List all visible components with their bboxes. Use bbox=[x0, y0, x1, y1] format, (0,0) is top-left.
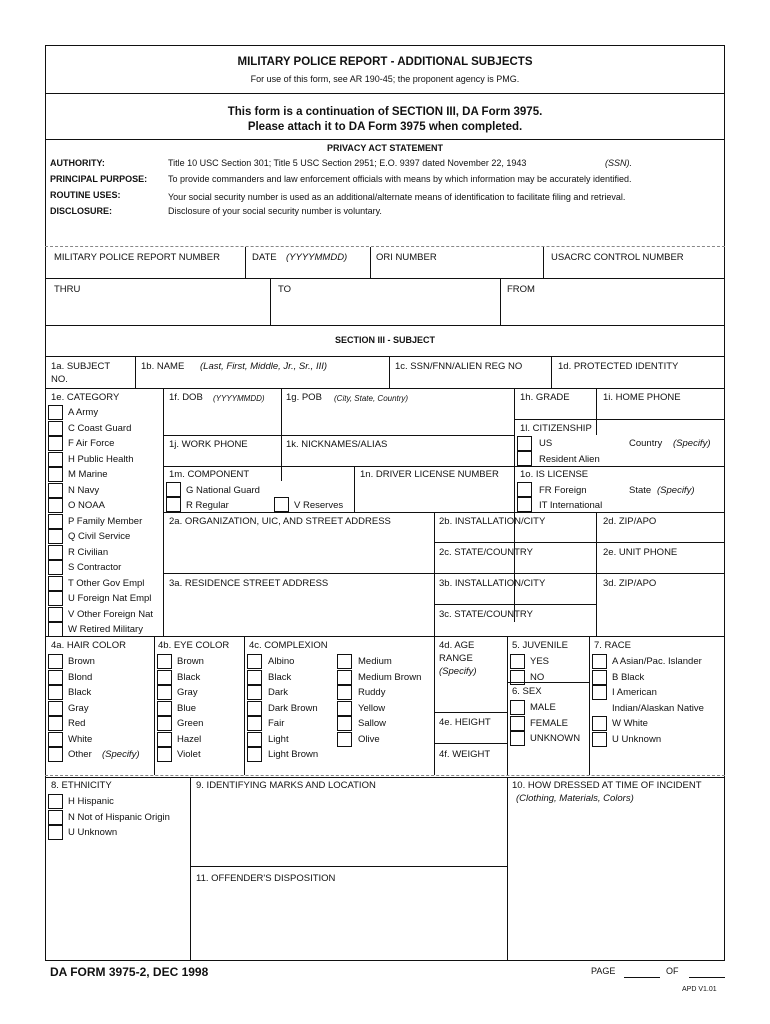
how-dressed-label: 10. HOW DRESSED AT TIME OF INCIDENT bbox=[512, 780, 702, 791]
eye-color-option-label: Green bbox=[177, 718, 204, 729]
sex-option-checkbox[interactable] bbox=[510, 700, 525, 715]
citizenship-alien-checkbox[interactable] bbox=[517, 451, 532, 466]
eye-color-option-label: Hazel bbox=[177, 733, 202, 745]
purpose-text: To provide commanders and law enforcement officials with means by which information may be accurately identified. bbox=[168, 174, 632, 184]
zip-apo-2d-label: 2d. ZIP/APO bbox=[603, 516, 657, 527]
eye-color-option-label: Brown bbox=[177, 656, 204, 667]
license-state-label: State bbox=[629, 485, 652, 496]
citizenship-us-label: US bbox=[539, 438, 553, 449]
citizenship-us-checkbox[interactable] bbox=[517, 436, 532, 451]
juvenile-option-label: NO bbox=[530, 671, 545, 683]
age-label: 4d. AGE bbox=[439, 640, 475, 651]
divider bbox=[45, 139, 725, 140]
mp-report-number-label: MILITARY POLICE REPORT NUMBER bbox=[54, 252, 220, 263]
complexion-option-checkbox[interactable] bbox=[337, 716, 352, 731]
divider bbox=[45, 325, 725, 326]
complexion-option-label: Sallow bbox=[358, 718, 386, 729]
of-label: OF bbox=[666, 966, 679, 976]
to-field[interactable] bbox=[271, 279, 500, 325]
ethnicity-label: 8. ETHNICITY bbox=[51, 780, 112, 791]
eye-color-option-checkbox[interactable] bbox=[157, 716, 172, 731]
juvenile-label: 5. JUVENILE bbox=[512, 640, 568, 651]
eye-color-option-checkbox[interactable] bbox=[157, 685, 172, 700]
complexion-option-label: Light bbox=[268, 733, 289, 745]
sex-option-label: FEMALE bbox=[530, 717, 569, 729]
thru-label: THRU bbox=[54, 284, 81, 295]
complexion-option-checkbox[interactable] bbox=[247, 701, 262, 716]
complexion-option-checkbox[interactable] bbox=[247, 732, 262, 747]
subject-number-no-label: NO. bbox=[51, 374, 68, 385]
category-option-checkbox[interactable] bbox=[48, 498, 63, 513]
eye-color-label: 4b. EYE COLOR bbox=[158, 640, 230, 651]
divider bbox=[507, 636, 508, 775]
from-label: FROM bbox=[507, 284, 535, 295]
ethnicity-option-checkbox[interactable] bbox=[48, 810, 63, 825]
component-label: 1m. COMPONENT bbox=[169, 469, 250, 480]
complexion-option-checkbox[interactable] bbox=[337, 701, 352, 716]
grade-label: 1h. GRADE bbox=[520, 392, 570, 403]
routine-label: ROUTINE USES: bbox=[50, 190, 121, 200]
race-option-checkbox[interactable] bbox=[592, 716, 607, 731]
category-option-label: V Other Foreign Nat bbox=[68, 608, 154, 620]
how-dressed-hint: (Clothing, Materials, Colors) bbox=[516, 793, 634, 804]
eye-color-option-checkbox[interactable] bbox=[157, 701, 172, 716]
category-option-checkbox[interactable] bbox=[48, 607, 63, 622]
age-range-label: RANGE bbox=[439, 653, 473, 664]
age-range-field[interactable] bbox=[435, 637, 507, 712]
category-option-label: T Other Gov Empl bbox=[68, 577, 145, 589]
form-id: DA FORM 3975-2, DEC 1998 bbox=[50, 965, 209, 979]
category-option-label: A Army bbox=[68, 407, 99, 418]
how-dressed-field[interactable] bbox=[508, 778, 724, 960]
license-issue-label: 1o. IS LICENSE bbox=[520, 469, 589, 480]
complexion-option-label: Black bbox=[268, 671, 292, 683]
organization-address-label: 2a. ORGANIZATION, UIC, AND STREET ADDRESS bbox=[169, 516, 391, 527]
complexion-option-label: Yellow bbox=[358, 702, 386, 714]
race-option-label: W White bbox=[612, 718, 648, 729]
identifying-marks-label: 9. IDENTIFYING MARKS AND LOCATION bbox=[196, 780, 376, 791]
complexion-option-checkbox[interactable] bbox=[337, 685, 352, 700]
category-option-label: Q Civil Service bbox=[68, 531, 131, 542]
complexion-option-checkbox[interactable] bbox=[247, 670, 262, 685]
component-reserves-checkbox[interactable] bbox=[274, 497, 289, 512]
driver-license-label: 1n. DRIVER LICENSE NUMBER bbox=[360, 469, 499, 480]
hair-color-option-label: Gray bbox=[68, 702, 89, 714]
weight-label: 4f. WEIGHT bbox=[439, 749, 491, 760]
authority-label: AUTHORITY: bbox=[50, 158, 105, 168]
category-option-label: M Marine bbox=[68, 469, 108, 480]
component-guard-label: G National Guard bbox=[186, 485, 260, 496]
divider bbox=[45, 93, 725, 94]
component-regular-label: R Regular bbox=[186, 500, 229, 511]
category-option-label: P Family Member bbox=[68, 515, 143, 527]
date-format-hint: (YYYYMMDD) bbox=[286, 252, 348, 263]
continuation-line-1: This form is a continuation of SECTION III, DA Form 3975. bbox=[227, 106, 543, 118]
dashed-divider bbox=[45, 775, 725, 776]
age-hint: (Specify) bbox=[439, 666, 477, 677]
section-iii-heading: SECTION III - SUBJECT bbox=[334, 335, 435, 345]
privacy-heading: PRIVACY ACT STATEMENT bbox=[326, 143, 443, 153]
version-label: APD V1.01 bbox=[682, 986, 717, 993]
hair-color-option-checkbox[interactable] bbox=[48, 732, 63, 747]
sex-option-checkbox[interactable] bbox=[510, 731, 525, 746]
purpose-label: PRINCIPAL PURPOSE: bbox=[50, 174, 148, 184]
category-option-label: H Public Health bbox=[68, 453, 134, 465]
ethnicity-option-label: H Hispanic bbox=[68, 796, 114, 807]
nicknames-label: 1k. NICKNAMES/ALIAS bbox=[286, 439, 388, 450]
category-option-checkbox[interactable] bbox=[48, 436, 63, 451]
eye-color-option-checkbox[interactable] bbox=[157, 670, 172, 685]
citizenship-label: 1l. CITIZENSHIP bbox=[520, 423, 592, 434]
page-total-field[interactable] bbox=[689, 977, 725, 978]
eye-color-option-label: Black bbox=[177, 671, 201, 683]
complexion-option-checkbox[interactable] bbox=[337, 670, 352, 685]
offender-disposition-label: 11. OFFENDER'S DISPOSITION bbox=[196, 873, 336, 884]
complexion-option-label: Medium bbox=[358, 656, 392, 667]
name-label: 1b. NAME bbox=[141, 361, 185, 372]
hair-color-option-checkbox[interactable] bbox=[48, 670, 63, 685]
eye-color-option-label: Blue bbox=[177, 702, 197, 714]
juvenile-option-checkbox[interactable] bbox=[510, 654, 525, 669]
category-option-label: R Civilian bbox=[68, 546, 109, 558]
sex-label: 6. SEX bbox=[512, 686, 542, 697]
home-phone-label: 1i. HOME PHONE bbox=[603, 392, 681, 403]
category-option-checkbox[interactable] bbox=[48, 452, 63, 467]
disclosure-text: Disclosure of your social security number is voluntary. bbox=[168, 206, 382, 216]
race-option-checkbox[interactable] bbox=[592, 654, 607, 669]
name-hint: (Last, First, Middle, Jr., Sr., III) bbox=[200, 361, 328, 372]
work-phone-label: 1j. WORK PHONE bbox=[169, 439, 248, 450]
complexion-option-checkbox[interactable] bbox=[337, 654, 352, 669]
component-guard-checkbox[interactable] bbox=[166, 482, 181, 497]
authority-text: Title 10 USC Section 301; Title 5 USC Section 2951; E.O. 9397 dated November 22, 1943 bbox=[168, 158, 527, 168]
authority-ssn: (SSN). bbox=[605, 158, 632, 168]
category-option-checkbox[interactable] bbox=[48, 529, 63, 544]
category-option-checkbox[interactable] bbox=[48, 467, 63, 482]
protected-identity-label: 1d. PROTECTED IDENTITY bbox=[558, 361, 679, 372]
ethnicity-option-checkbox[interactable] bbox=[48, 825, 63, 840]
ori-number-label: ORI NUMBER bbox=[376, 252, 437, 263]
complexion-option-checkbox[interactable] bbox=[337, 732, 352, 747]
category-option-checkbox[interactable] bbox=[48, 514, 63, 529]
routine-text: Your social security number is used as an additional/alternate means of identification to facilitate filing and retrieval. bbox=[168, 192, 626, 202]
usacrc-label: USACRC CONTROL NUMBER bbox=[551, 252, 684, 263]
juvenile-option-label: YES bbox=[530, 656, 550, 667]
hair-color-label: 4a. HAIR COLOR bbox=[51, 640, 126, 651]
complexion-option-checkbox[interactable] bbox=[247, 685, 262, 700]
category-option-checkbox[interactable] bbox=[48, 576, 63, 591]
complexion-option-label: Light Brown bbox=[268, 749, 319, 760]
installation-city-3b-label: 3b. INSTALLATION/CITY bbox=[439, 578, 546, 589]
pob-hint: (City, State, Country) bbox=[334, 394, 409, 403]
hair-color-option-checkbox[interactable] bbox=[48, 685, 63, 700]
eye-color-option-checkbox[interactable] bbox=[157, 747, 172, 762]
divider bbox=[589, 636, 590, 775]
category-option-label: F Air Force bbox=[68, 438, 115, 449]
zip-apo-3d-label: 3d. ZIP/APO bbox=[603, 578, 657, 589]
category-option-label: S Contractor bbox=[68, 562, 122, 573]
identifying-marks-field[interactable] bbox=[191, 778, 507, 866]
ethnicity-option-label: U Unknown bbox=[68, 827, 118, 838]
subject-number-label: 1a. SUBJECT bbox=[51, 361, 111, 372]
date-label: DATE bbox=[252, 252, 277, 263]
complexion-option-label: Ruddy bbox=[358, 687, 386, 698]
complexion-option-label: Albino bbox=[268, 656, 295, 667]
race-option-label: U Unknown bbox=[612, 733, 662, 745]
category-option-label: O NOAA bbox=[68, 500, 105, 511]
category-option-checkbox[interactable] bbox=[48, 622, 63, 637]
race-option-checkbox[interactable] bbox=[592, 685, 607, 700]
complexion-option-label: Fair bbox=[268, 718, 285, 729]
thru-field[interactable] bbox=[47, 279, 270, 325]
license-intl-label: IT International bbox=[539, 500, 603, 511]
page-label: PAGE bbox=[591, 966, 616, 976]
race-option-checkbox[interactable] bbox=[592, 670, 607, 685]
state-country-2c-label: 2c. STATE/COUNTRY bbox=[439, 547, 533, 558]
category-option-checkbox[interactable] bbox=[48, 591, 63, 606]
pob-label: 1g. POB bbox=[286, 392, 322, 403]
eye-color-option-label: Violet bbox=[177, 749, 201, 760]
citizenship-alien-label: Resident Alien bbox=[539, 454, 600, 465]
ethnicity-option-label: N Not of Hispanic Origin bbox=[68, 811, 170, 823]
hair-color-option-label: Other bbox=[68, 749, 92, 760]
height-label: 4e. HEIGHT bbox=[439, 717, 491, 728]
category-option-checkbox[interactable] bbox=[48, 545, 63, 560]
complexion-option-label: Olive bbox=[358, 733, 380, 745]
sex-option-label: UNKNOWN bbox=[530, 733, 581, 744]
hair-color-option-label: Red bbox=[68, 718, 86, 729]
divider bbox=[154, 636, 155, 775]
divider bbox=[45, 636, 725, 637]
race-option-label: A Asian/Pac. Islander bbox=[612, 656, 702, 667]
hair-other-hint: (Specify) bbox=[102, 749, 140, 760]
disclosure-label: DISCLOSURE: bbox=[50, 206, 113, 216]
divider bbox=[514, 419, 725, 420]
category-label: 1e. CATEGORY bbox=[51, 392, 120, 403]
hair-color-option-checkbox[interactable] bbox=[48, 747, 63, 762]
complexion-option-label: Dark bbox=[268, 687, 289, 698]
dob-hint: (YYYYMMDD) bbox=[213, 394, 265, 403]
component-regular-checkbox[interactable] bbox=[166, 497, 181, 512]
citizenship-country-label: Country bbox=[629, 438, 663, 449]
race-option-checkbox[interactable] bbox=[592, 732, 607, 747]
complexion-option-checkbox[interactable] bbox=[247, 716, 262, 731]
race-option-label: I American bbox=[612, 687, 657, 698]
ethnicity-option-checkbox[interactable] bbox=[48, 794, 63, 809]
to-label: TO bbox=[278, 284, 292, 295]
form-title: MILITARY POLICE REPORT - ADDITIONAL SUBJECTS bbox=[237, 56, 533, 68]
unit-phone-label: 2e. UNIT PHONE bbox=[603, 547, 678, 558]
category-option-checkbox[interactable] bbox=[48, 421, 63, 436]
complexion-option-label: Dark Brown bbox=[268, 702, 318, 714]
license-foreign-label: FR Foreign bbox=[539, 485, 587, 496]
category-option-checkbox[interactable] bbox=[48, 483, 63, 498]
sex-option-label: MALE bbox=[530, 702, 556, 713]
citizenship-specify-hint: (Specify) bbox=[673, 438, 711, 449]
license-intl-checkbox[interactable] bbox=[517, 497, 532, 512]
license-foreign-checkbox[interactable] bbox=[517, 482, 532, 497]
complexion-option-label: Medium Brown bbox=[358, 671, 422, 683]
race-label: 7. RACE bbox=[594, 640, 631, 651]
hair-color-option-checkbox[interactable] bbox=[48, 701, 63, 716]
hair-color-option-label: Brown bbox=[68, 656, 95, 667]
hair-color-option-checkbox[interactable] bbox=[48, 654, 63, 669]
race-option-label: B Black bbox=[612, 671, 645, 683]
eye-color-option-checkbox[interactable] bbox=[157, 732, 172, 747]
form-subtitle: For use of this form, see AR 190-45; the proponent agency is PMG. bbox=[250, 74, 520, 84]
license-specify-hint: (Specify) bbox=[657, 485, 695, 496]
installation-city-2b-label: 2b. INSTALLATION/CITY bbox=[439, 516, 546, 527]
eye-color-option-checkbox[interactable] bbox=[157, 654, 172, 669]
hair-color-option-label: White bbox=[68, 733, 93, 745]
race-option-label: Indian/Alaskan Native bbox=[612, 702, 704, 714]
hair-color-option-checkbox[interactable] bbox=[48, 716, 63, 731]
complexion-label: 4c. COMPLEXION bbox=[249, 640, 328, 651]
complexion-option-checkbox[interactable] bbox=[247, 654, 262, 669]
ssn-label: 1c. SSN/FNN/ALIEN REG NO bbox=[395, 361, 523, 372]
residence-address-label: 3a. RESIDENCE STREET ADDRESS bbox=[169, 578, 329, 589]
category-option-checkbox[interactable] bbox=[48, 405, 63, 420]
category-option-label: C Coast Guard bbox=[68, 422, 132, 434]
divider bbox=[507, 682, 589, 683]
component-reserves-label: V Reserves bbox=[294, 500, 344, 511]
state-country-3c-label: 3c. STATE/COUNTRY bbox=[439, 609, 533, 620]
continuation-line-2: Please attach it to DA Form 3975 when completed. bbox=[247, 121, 523, 133]
hair-color-option-label: Blond bbox=[68, 671, 93, 683]
dob-label: 1f. DOB bbox=[169, 392, 203, 403]
category-option-label: W Retired Military bbox=[68, 624, 143, 635]
category-option-checkbox[interactable] bbox=[48, 560, 63, 575]
hair-color-option-label: Black bbox=[68, 687, 92, 698]
eye-color-option-label: Gray bbox=[177, 687, 198, 698]
divider bbox=[244, 636, 245, 775]
page-number-field[interactable] bbox=[624, 977, 660, 978]
sex-option-checkbox[interactable] bbox=[510, 716, 525, 731]
category-option-label: N Navy bbox=[68, 484, 100, 496]
category-option-label: U Foreign Nat Empl bbox=[68, 593, 152, 604]
complexion-option-checkbox[interactable] bbox=[247, 747, 262, 762]
